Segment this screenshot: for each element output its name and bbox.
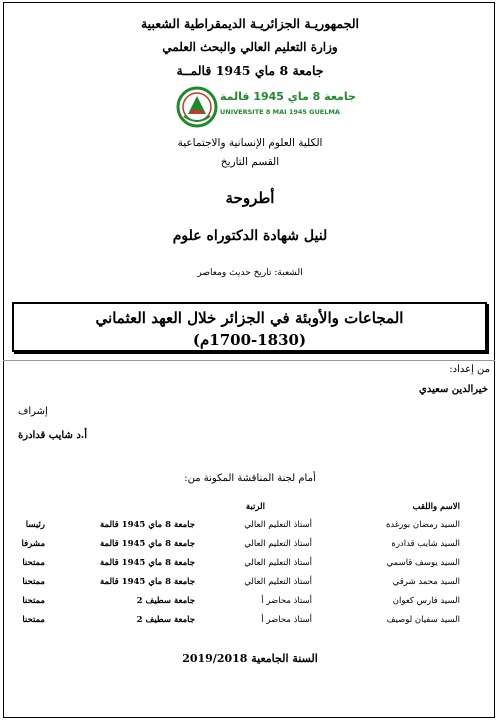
member-role: مشرفا <box>21 539 45 549</box>
table-row <box>0 539 500 557</box>
member-institution: جامعة 8 ماي 1945 قالمة <box>99 577 195 587</box>
logo-french-text: UNIVERSITE 8 MAI 1945 GUELMA <box>220 108 340 116</box>
member-institution: جامعة 8 ماي 1945 قالمة <box>99 558 195 568</box>
member-rank: أستاذ التعليم العالي <box>244 539 312 549</box>
member-name: السيد سفيان لوصيف <box>386 615 460 625</box>
thesis-type: أطروحة <box>225 189 275 207</box>
member-name: السيد شايب قدادرة <box>391 539 460 549</box>
column-name-header: الاسم واللقب <box>412 502 460 512</box>
student-name: خيرالدين سعيدي <box>419 384 488 395</box>
supervisor-name: أ.د شايب قدادرة <box>18 430 88 441</box>
university-heading: جامعة 8 ماي 1945 قالمــة <box>176 63 324 78</box>
member-rank: أستاذ التعليم العالي <box>244 520 312 530</box>
member-name: السيد فارس كعوان <box>392 596 460 606</box>
degree-line: لنيل شهادة الدكتوراه علوم <box>172 228 328 244</box>
table-row <box>0 596 500 614</box>
university-emblem-icon <box>176 86 218 128</box>
member-name: السيد رمضان بورغدة <box>385 520 460 530</box>
thesis-title-box <box>12 302 487 352</box>
member-institution: جامعة 8 ماي 1945 قالمة <box>99 520 195 530</box>
member-institution: جامعة سطيف 2 <box>136 615 195 625</box>
member-role: ممتحنا <box>22 596 45 606</box>
member-role: ممتحنا <box>22 615 45 625</box>
member-institution: جامعة 8 ماي 1945 قالمة <box>99 539 195 549</box>
member-rank: أستاذ التعليم العالي <box>244 577 312 587</box>
thesis-title-line-1: المجاعات والأوبئة في الجزائر خلال العهد العثماني <box>95 309 404 327</box>
university-logo <box>176 82 356 134</box>
committee-heading: أمام لجنة المناقشة المكونة من: <box>184 473 316 484</box>
member-rank: أستاذ محاضر أ <box>261 615 312 625</box>
member-rank: أستاذ التعليم العالي <box>244 558 312 568</box>
republic-heading: الجمهوريـة الجزائريـة الديمقراطية الشعبية <box>140 16 360 31</box>
member-rank: أستاذ محاضر أ <box>261 596 312 606</box>
academic-year: السنة الجامعية 2019/2018 <box>182 652 318 665</box>
member-institution: جامعة سطيف 2 <box>136 596 195 606</box>
table-row <box>0 615 500 633</box>
faculty-line: الكلية العلوم الإنسانية والاجتماعية <box>177 137 323 149</box>
member-name: السيد يوسف قاسمي <box>386 558 460 568</box>
thesis-title-line-2: (1700-1830م) <box>192 331 307 349</box>
member-name: السيد محمد شرقي <box>392 577 460 587</box>
table-row <box>0 577 500 595</box>
member-role: ممتحنا <box>22 558 45 568</box>
logo-arabic-text: جامعة 8 ماي 1945 قالمة <box>220 90 356 103</box>
supervision-label: إشراف <box>18 406 48 417</box>
member-role: رئيسا <box>25 520 45 530</box>
member-role: ممتحنا <box>22 577 45 587</box>
table-row <box>0 558 500 576</box>
committee-table-header <box>0 502 500 520</box>
table-row <box>0 520 500 538</box>
divider <box>3 360 495 361</box>
ministry-heading: وزارة التعليم العالي والبحث العلمي <box>162 40 338 54</box>
column-rank-header: الرتبة <box>245 502 265 512</box>
prepared-by-label: من إعداد: <box>449 364 490 375</box>
department-line: القسم التاريخ <box>220 156 280 168</box>
branch-line: الشعبة: تاريخ حديث ومعاصر <box>197 268 303 278</box>
